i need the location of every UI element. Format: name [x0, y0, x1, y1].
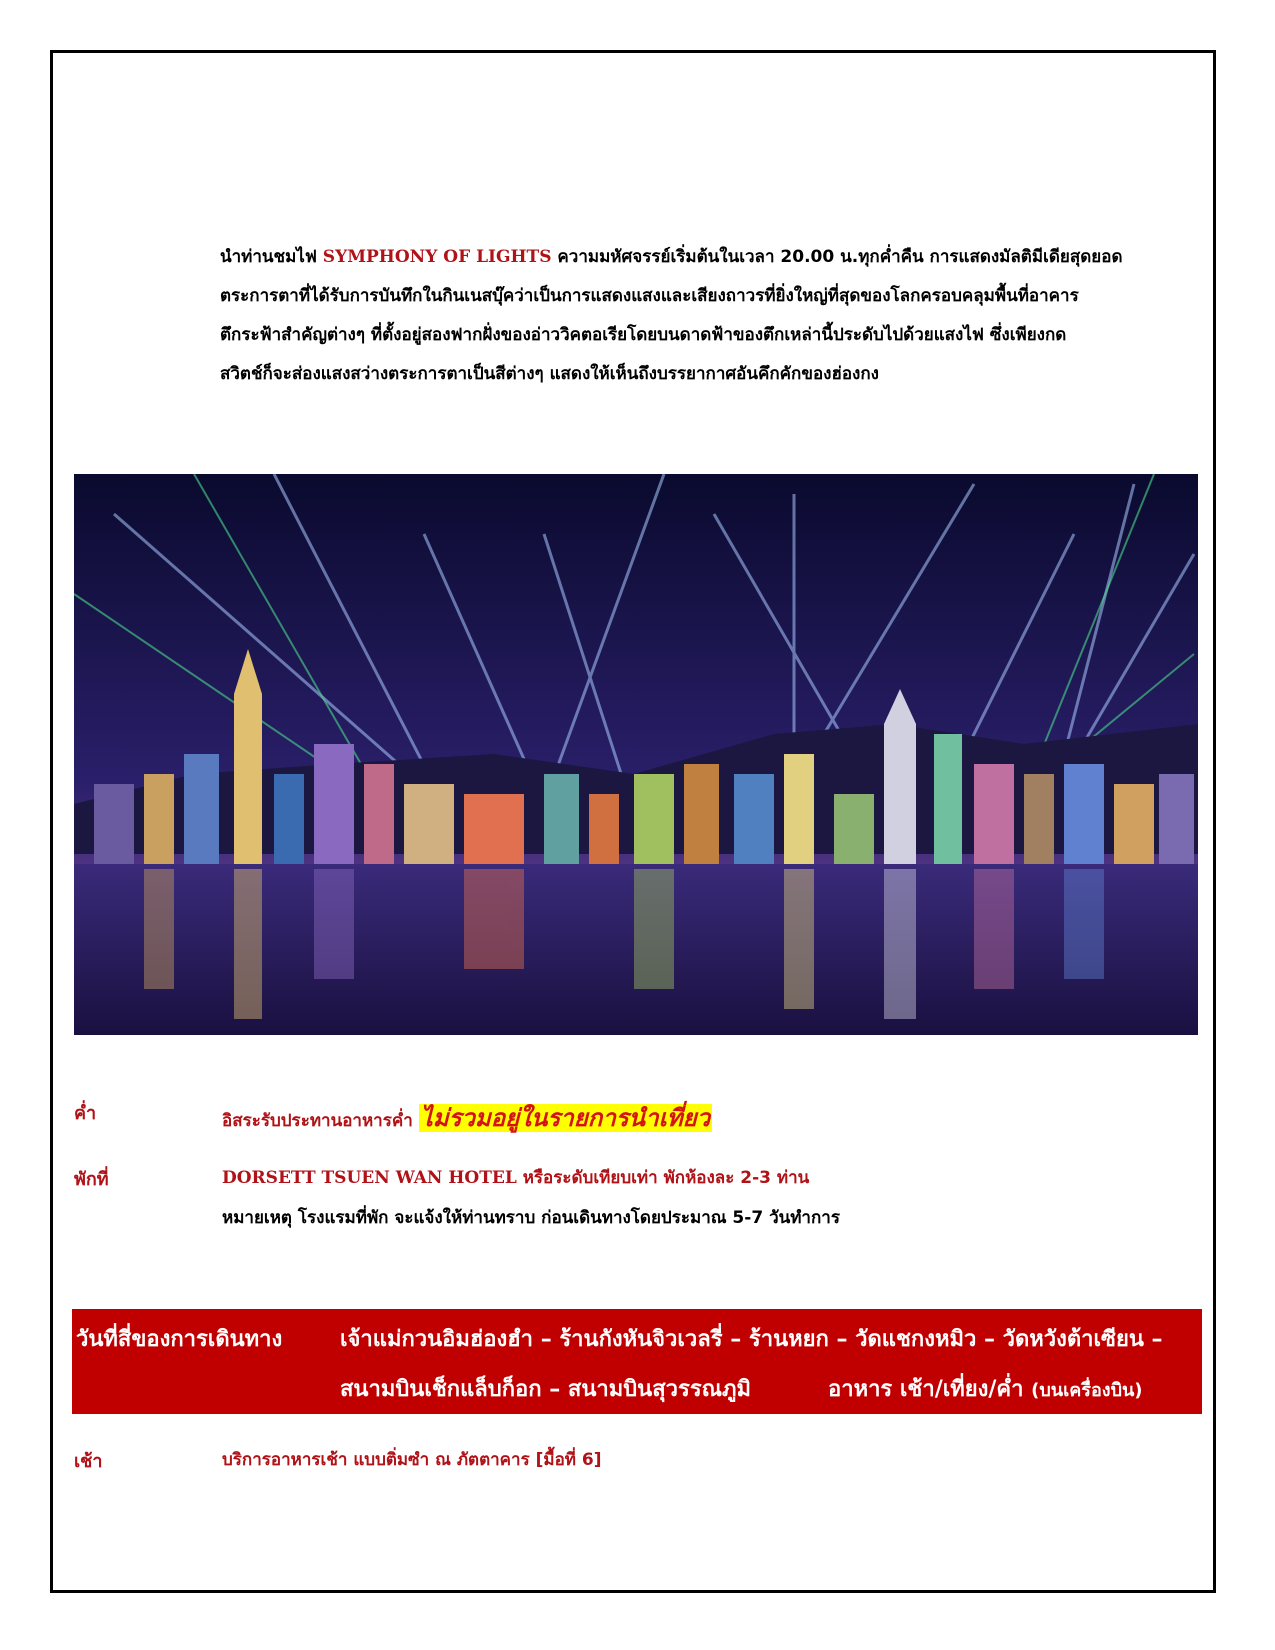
day-4-route-line-2: สนามบินเช็กแล็บก็อก – สนามบินสุวรรณภูมิ [340, 1377, 752, 1402]
hotel-row [0, 1160, 1275, 1240]
breakfast-row [0, 1440, 1275, 1480]
intro-paragraph [220, 238, 1200, 394]
intro-line-4: สวิตช์ก็จะส่องแสงสว่างตระการตาเป็นสีต่างๆ แสดงให้เห็นถึงบรรยากาศอันคึกคักของฮ่องกง [220, 364, 879, 384]
day-4-banner [72, 1309, 1202, 1414]
breakfast-text: บริการอาหารเช้า แบบติ่มซำ ณ ภัตตาคาร [มื้อที่ 6] [222, 1450, 602, 1470]
hong-kong-skyline-photo [74, 474, 1198, 1035]
skyline-illustration [74, 474, 1198, 1035]
intro-line-2: ตระการตาที่ได้รับการบันทึกในกินเนสบุ๊คว่าเป็นการแสดงแสงและเสียงถาวรที่ยิ่งใหญ่ที่สุดของโลกครอบคลุมพื้นที่อาคาร [220, 286, 1079, 306]
not-included-note: ไม่รวมอยู่ในรายการนำเที่ยว [420, 1104, 711, 1132]
symphony-of-lights-highlight: SYMPHONY OF LIGHTS [322, 247, 552, 267]
hotel-name: DORSETT TSUEN WAN HOTEL [222, 1168, 517, 1188]
intro-line-3: ตึกระฟ้าสำคัญต่างๆ ที่ตั้งอยู่สองฟากฝั่งของอ่าววิคตอเรียโดยบนดาดฟ้าของตึกเหล่านี้ประดับไปด้วยแสงไฟ ซึ่งเพียงกด [220, 325, 1067, 345]
intro-line-1: นำท่านชมไฟ SYMPHONY OF LIGHTS ความมหัศจรรย์เริ่มต้นในเวลา 20.00 น.ทุกค่ำคืน การแสดงมัลติมีเดียสุดยอด [220, 247, 1123, 267]
day-4-title: วันที่สี่ของการเดินทาง [76, 1327, 283, 1352]
dinner-row [0, 1090, 1275, 1130]
hotel-remark: หมายเหตุ โรงแรมที่พัก จะแจ้งให้ท่านทราบ ก่อนเดินทางโดยประมาณ 5-7 วันทำการ [222, 1208, 840, 1228]
hotel-label: พักที่ [74, 1169, 109, 1190]
day-4-route-line-1: เจ้าแม่กวนอิมฮ่องฮำ – ร้านกังหันจิวเวลรี่ – ร้านหยก – วัดแชกงหมิว – วัดหวังต้าเซียน – [340, 1327, 1163, 1352]
day-4-meals: อาหาร เช้า/เที่ยง/ค่ำ (บนเครื่องบิน) [828, 1377, 1143, 1402]
hotel-info: DORSETT TSUEN WAN HOTEL หรือระดับเทียบเท่า พักห้องละ 2-3 ท่าน [222, 1168, 810, 1188]
dinner-label: ค่ำ [74, 1103, 97, 1124]
dinner-text: อิสระรับประทานอาหารค่ำ ไม่รวมอยู่ในรายการนำเที่ยว [222, 1104, 711, 1132]
breakfast-label: เช้า [74, 1451, 103, 1472]
